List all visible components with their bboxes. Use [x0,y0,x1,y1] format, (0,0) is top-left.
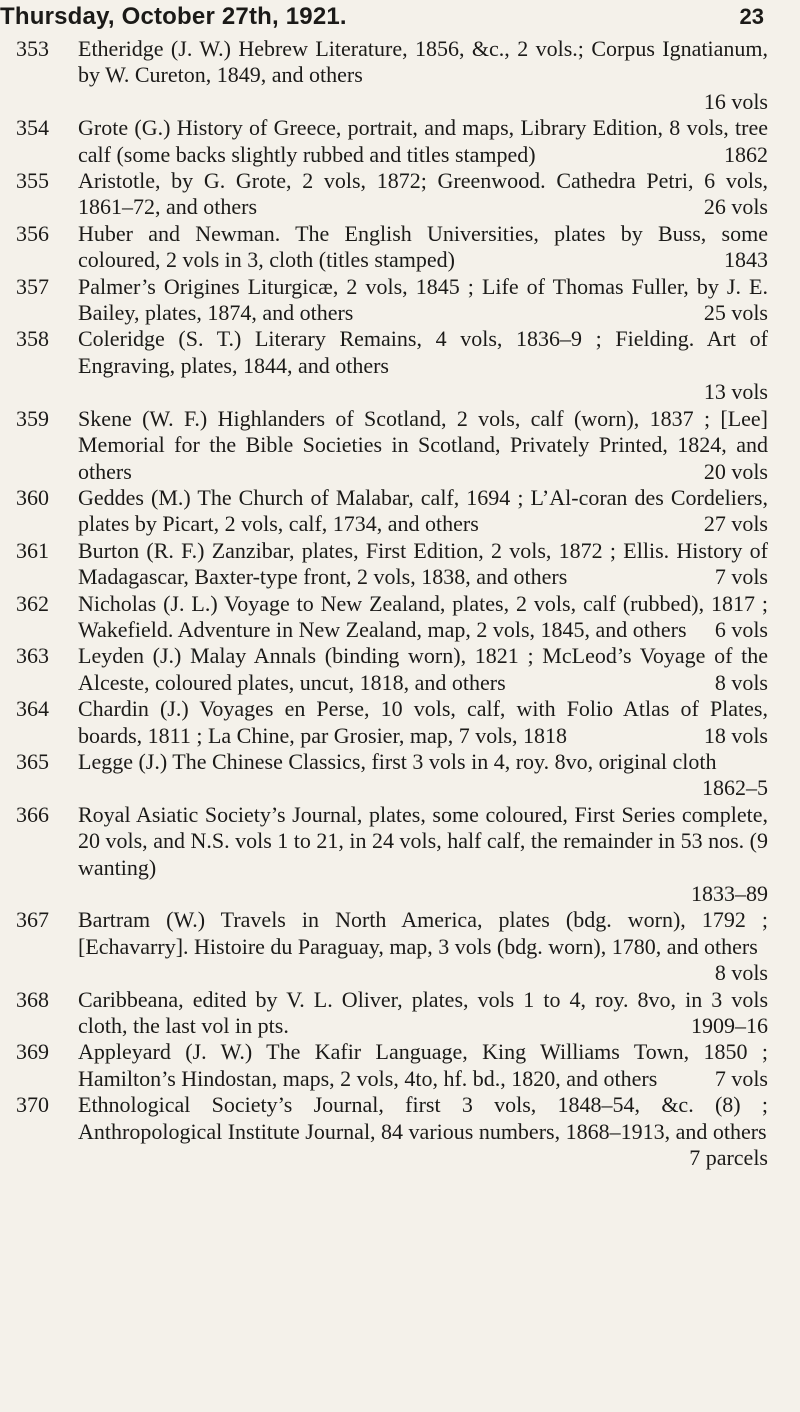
lot-entry [0,749,800,802]
lot-number: 353 [16,36,49,61]
lot-entry [0,987,800,1040]
lot-number: 361 [16,537,49,563]
page-header [0,2,800,36]
lot-description: Aristotle, by G. Grote, 2 vols, 1872; Greenwood. Cathedra Petri, 6 vols, 1861–72, and others [78,168,768,220]
lot-quantity: 6 vols [714,616,768,642]
lot-description: Ethnological Society’s Journal, first 3 vols, 1848–54, &c. (8) ; Anthropological Institute Journal, 84 various numbers, 1868–1913, and others [78,1092,768,1144]
lot-quantity: 7 vols [714,1065,768,1091]
lot-description: Burton (R. F.) Zanzibar, plates, First Edition, 2 vols, 1872 ; Ellis. History of Madagascar, Baxter-type front, 2 vols, 1838, and others [78,537,768,590]
lot-description: Palmer’s Origines Liturgicæ, 2 vols, 1845 ; Life of Thomas Fuller, by J. E. Bailey, plates, 1874, and others [78,273,768,326]
lot-entry [0,221,800,274]
lot-description: Leyden (J.) Malay Annals (binding worn), 1821 ; McLeod’s Voyage of the Alceste, coloured plates, uncut, 1818, and others [78,643,768,695]
lot-number: 364 [16,696,49,722]
lot-quantity: 20 vols [703,458,768,484]
lot-number: 368 [16,986,49,1012]
lot-description: Chardin (J.) Voyages en Perse, 10 vols, calf, with Folio Atlas of Plates, boards, 1811 ; La Chine, par Grosier, map, 7 vols, 1818 [78,696,768,748]
lot-number: 363 [16,643,49,669]
lot-description: Royal Asiatic Society’s Journal, plates, some coloured, First Series complete, 20 vols, and N.S. vols 1 to 21, in 24 vols, half calf, the remainder in 53 nos. (9 wanting) [78,801,768,880]
lot-quantity: 7 vols [714,564,768,590]
lot-entry [0,115,800,168]
lot-entry [0,1092,800,1171]
lot-quantity: 18 vols [703,722,768,748]
lot-description: Grote (G.) History of Greece, portrait, and maps, Library Edition, 8 vols, tree calf (some backs slightly rubbed and titles stamped) [78,115,768,167]
lot-entry [0,1039,800,1092]
lot-description: Etheridge (J. W.) Hebrew Literature, 1856, &c., 2 vols.; Corpus Ignatianum, by W. Cureton, 1849, and others [78,36,768,88]
lot-description: Coleridge (S. T.) Literary Remains, 4 vols, 1836–9 ; Fielding. Art of Engraving, plates, 1844, and others [78,326,768,378]
lot-number: 358 [16,326,49,352]
lot-entry [0,326,800,405]
lot-number: 360 [16,484,49,510]
lot-number: 365 [16,748,49,774]
lot-entry [0,643,800,696]
lot-entry [0,406,800,485]
lot-number: 357 [16,273,49,299]
lot-quantity: 1862–5 [702,775,768,801]
lot-number: 369 [16,1039,49,1065]
lot-description: Nicholas (J. L.) Voyage to New Zealand, plates, 2 vols, calf (rubbed), 1817 ; Wakefield. Adventure in New Zealand, map, 2 vols, 1845, and others [78,590,768,642]
lot-number: 366 [16,801,49,827]
lot-entry [0,36,800,115]
lot-entry [0,591,800,644]
lot-quantity: 26 vols [703,194,768,220]
lot-description: Huber and Newman. The English Universities, plates by Buss, some coloured, 2 vols in 3, cloth (titles stamped) [78,220,768,273]
lot-quantity: 7 parcels [689,1145,768,1171]
lot-number: 362 [16,590,49,616]
page-number: 23 [739,4,764,29]
lot-quantity: 1862 [724,141,768,167]
lot-description: Skene (W. F.) Highlanders of Scotland, 2 vols, calf (worn), 1837 ; [Lee] Memorial for the Bible Societies in Scotland, Privately Printed, 1824, and others [78,405,768,484]
lot-description: Legge (J.) The Chinese Classics, first 3 vols in 4, roy. 8vo, original cloth [78,748,717,774]
lot-number: 367 [16,907,49,933]
lot-number: 356 [16,220,49,246]
lot-quantity: 1909–16 [691,1013,768,1039]
lot-entry [0,274,800,327]
lot-number: 354 [16,115,49,141]
lot-entry [0,907,800,986]
lot-description: Bartram (W.) Travels in North America, plates (bdg. worn), 1792 ; [Echavarry]. Histoire du Paraguay, map, 3 vols (bdg. worn), 1780, and others [78,907,768,959]
lot-description: Caribbeana, edited by V. L. Oliver, plates, vols 1 to 4, roy. 8vo, in 3 vols cloth, the last vol in pts. [78,986,768,1039]
lot-quantity: 8 vols [714,669,768,695]
page-date-heading: Thursday, October 27th, 1921. [0,3,347,30]
lot-entry [0,696,800,749]
lot-list [0,36,800,1171]
lot-quantity: 1833–89 [691,881,768,906]
lot-quantity: 27 vols [703,511,768,537]
lot-number: 359 [16,405,49,431]
lot-entry [0,802,800,908]
lot-entry [0,485,800,538]
lot-quantity: 1843 [724,247,768,273]
lot-description: Geddes (M.) The Church of Malabar, calf, 1694 ; L’Al-coran des Cordeliers, plates by Picart, 2 vols, calf, 1734, and others [78,484,768,537]
lot-quantity: 25 vols [703,300,768,326]
lot-entry [0,538,800,591]
lot-number: 355 [16,168,49,194]
lot-number: 370 [16,1092,49,1118]
lot-description: Appleyard (J. W.) The Kafir Language, King Williams Town, 1850 ; Hamilton’s Hindostan, maps, 2 vols, 4to, hf. bd., 1820, and others [78,1039,768,1091]
lot-quantity: 13 vols [703,379,768,405]
lot-quantity: 16 vols [703,88,768,114]
lot-entry [0,168,800,221]
lot-quantity: 8 vols [714,960,768,986]
